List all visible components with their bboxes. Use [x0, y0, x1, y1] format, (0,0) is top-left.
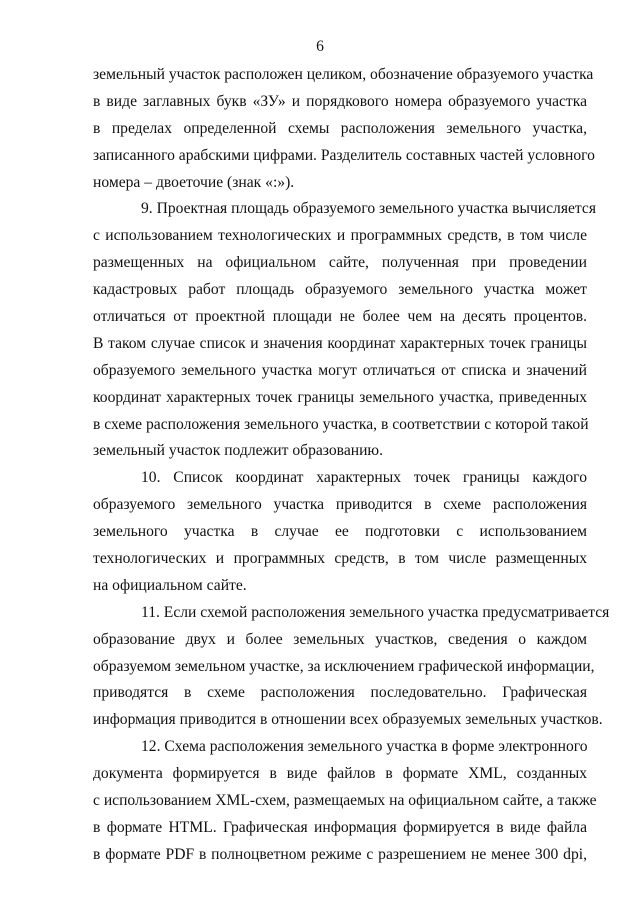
text-line: кадастровых работ площадь образуемого земельного участка может [93, 281, 587, 299]
text-line: записанного арабскими цифрами. Разделитель составных частей условного [93, 146, 595, 164]
text-line: образуемого земельного участка могут отличаться от списка и значений [93, 361, 587, 379]
text-line: образование двух и более земельных участков, сведения о каждом [93, 630, 587, 648]
paragraph-item-9 [93, 196, 597, 465]
document-body [93, 62, 610, 869]
text-line: 11. Если схемой расположения земельного участка предусматривается [141, 603, 610, 621]
text-line: с использованием технологических и программных средств, в том числе [93, 227, 587, 245]
text-line: земельного участка в случае ее подготовки с использованием [93, 523, 587, 541]
text-line: образуемого земельного участка приводится в схеме расположения [93, 496, 587, 514]
text-line: с использованием XML-схем, размещаемых на официальном сайте, а также [93, 792, 597, 810]
text-line: в виде заглавных букв «ЗУ» и порядкового номера образуемого участка [93, 92, 587, 110]
paragraph-item-12 [93, 734, 597, 868]
text-line: 9. Проектная площадь образуемого земельного участка вычисляется [141, 200, 597, 218]
paragraph-continuation [93, 62, 595, 196]
text-line: документа формируется в виде файлов в формате XML, созданных [93, 765, 587, 783]
text-line: в схеме расположения земельного участка, в соответствии с которой такой [93, 415, 589, 433]
page-number: 6 [316, 38, 324, 55]
text-line: информация приводится в отношении всех образуемых земельных участков. [93, 711, 603, 729]
text-line: земельный участок подлежит образованию. [93, 442, 383, 460]
text-line: в формате PDF в полноцветном режиме с разрешением не менее 300 dpi, [93, 845, 587, 863]
text-line: приводятся в схеме расположения последовательно. Графическая [93, 684, 587, 702]
text-line: В таком случае список и значения координат характерных точек границы [93, 334, 587, 352]
text-line: на официальном сайте. [93, 576, 247, 594]
text-line: размещенных на официальном сайте, полученная при проведении [93, 254, 587, 272]
paragraph-item-10 [93, 465, 587, 599]
text-line: в пределах определенной схемы расположения земельного участка, [93, 119, 587, 137]
text-line: координат характерных точек границы земельного участка, приведенных [93, 388, 587, 406]
text-line: технологических и программных средств, в том числе размещенных [93, 550, 587, 568]
text-line: образуемом земельном участке, за исключением графической информации, [93, 657, 595, 675]
text-line: отличаться от проектной площади не более чем на десять процентов. [93, 308, 587, 326]
text-line: земельный участок расположен целиком, обозначение образуемого участка [93, 66, 594, 83]
paragraph-item-11 [93, 600, 610, 734]
text-line: 10. Список координат характерных точек границы каждого [141, 469, 587, 487]
text-line: номера – двоеточие (знак «:»). [93, 173, 295, 191]
text-line: в формате HTML. Графическая информация формируется в виде файла [93, 818, 587, 836]
text-line: 12. Схема расположения земельного участка в форме электронного [141, 738, 588, 756]
